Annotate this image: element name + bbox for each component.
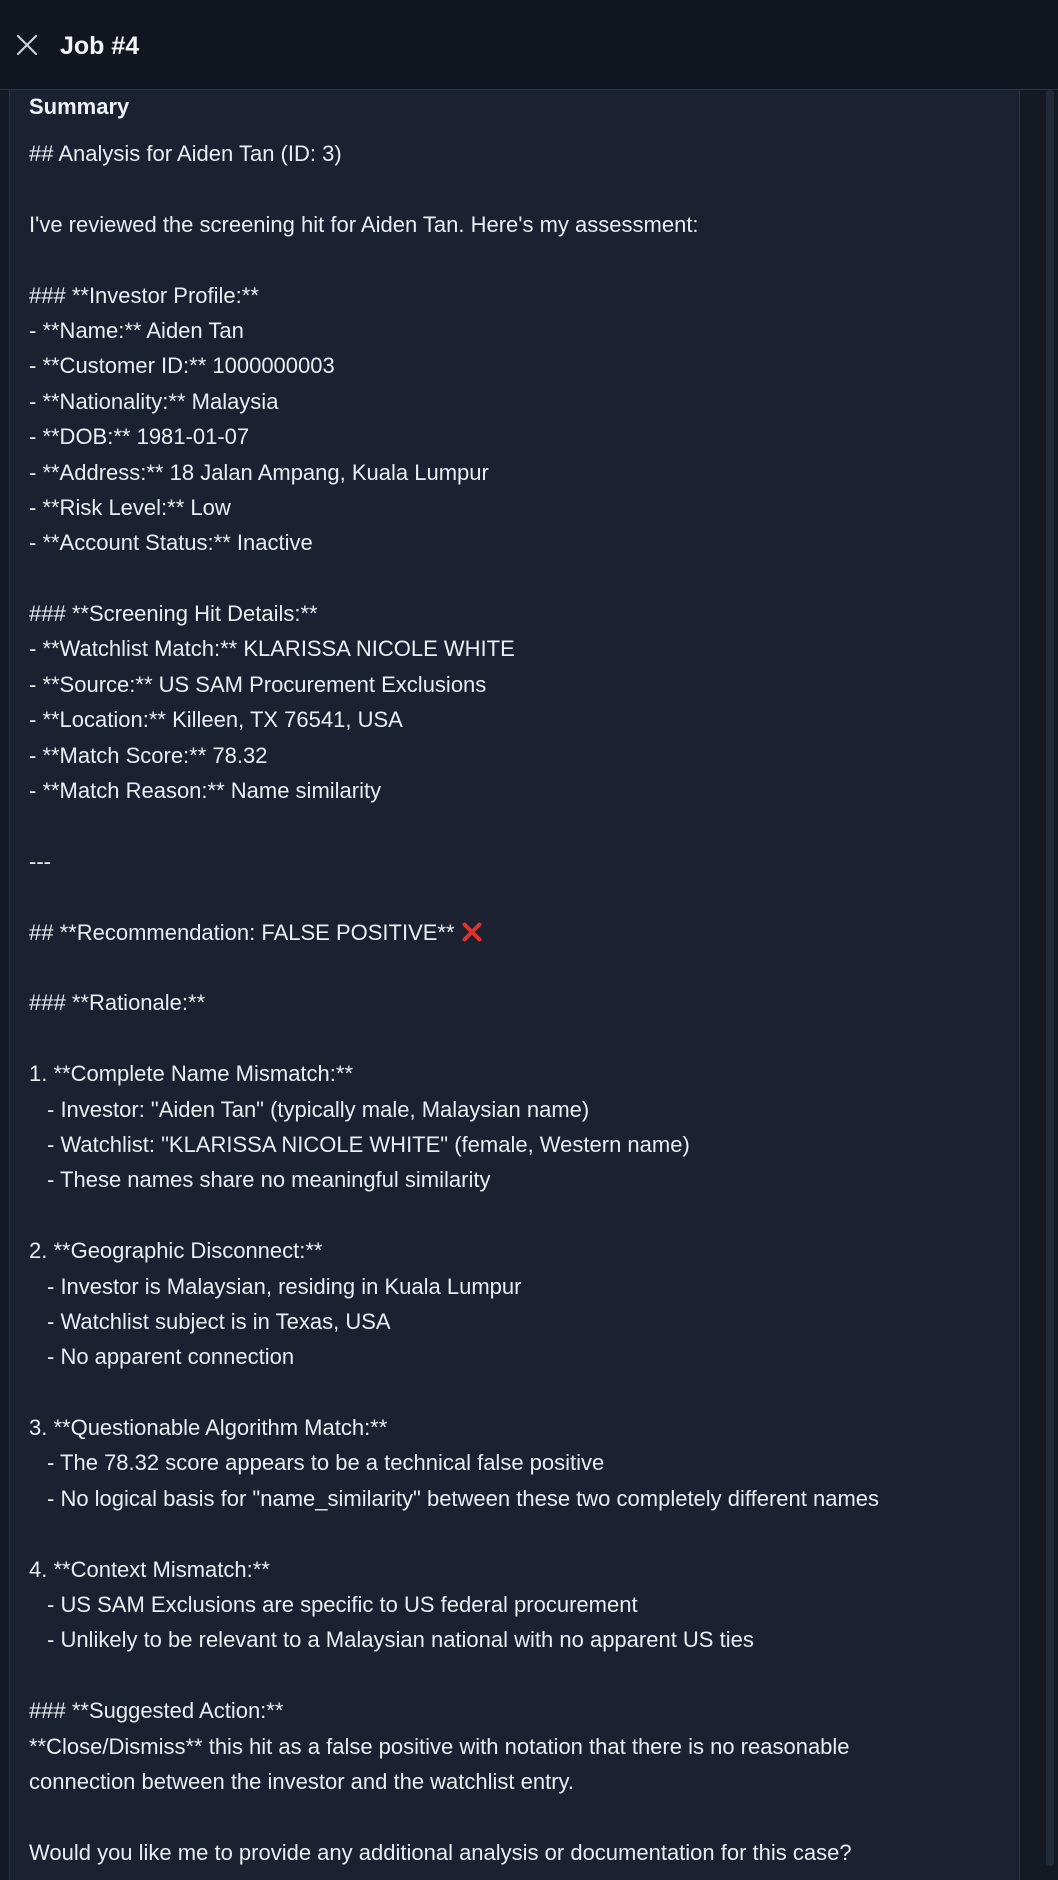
rationale-point-title: 4. **Context Mismatch:**: [29, 1556, 270, 1582]
blank-line: [29, 561, 989, 596]
closing-question: Would you like me to provide any additional analysis or documentation for this case?: [29, 1839, 852, 1865]
hit-item: - **Match Score:** 78.32: [29, 742, 268, 768]
rationale-point-title: 1. **Complete Name Mismatch:**: [29, 1061, 354, 1087]
profile-item: - **Risk Level:** Low: [29, 494, 231, 520]
rationale-point-item: - US SAM Exclusions are specific to US federal procurement: [47, 1592, 638, 1618]
blank-line: [29, 1021, 989, 1056]
close-button[interactable]: [14, 32, 40, 58]
close-icon[interactable]: [14, 32, 40, 58]
action-heading: ### **Suggested Action:**: [29, 1698, 284, 1724]
recommendation-line: [29, 915, 989, 950]
summary-label: Summary: [29, 94, 130, 119]
blank-line: [29, 1799, 989, 1834]
action-text: connection between the investor and the watchlist entry.: [29, 1768, 575, 1794]
rationale-point-title: 3. **Questionable Algorithm Match:**: [29, 1415, 388, 1441]
summary-content: [29, 136, 989, 1870]
dialog-title: Job #4: [60, 32, 140, 60]
cross-mark-icon: [461, 921, 483, 943]
action-text: **Close/Dismiss** this hit as a false positive with notation that there is no reasonable: [29, 1733, 850, 1759]
rationale-point-item: - Watchlist: "KLARISSA NICOLE WHITE" (female, Western name): [47, 1131, 690, 1157]
rationale-point-item: - Investor is Malaysian, residing in Kuala Lumpur: [47, 1273, 522, 1299]
dialog-header: [0, 0, 1058, 90]
profile-item: - **Customer ID:** 1000000003: [29, 353, 335, 379]
rationale-point-item: - Investor: "Aiden Tan" (typically male, Malaysian name): [47, 1096, 590, 1122]
hit-item: - **Watchlist Match:** KLARISSA NICOLE WHITE: [29, 636, 515, 662]
rationale-point-item: - These names share no meaningful similarity: [47, 1167, 491, 1193]
scrollbar-thumb[interactable]: [1046, 90, 1054, 1866]
blank-line: [29, 1375, 989, 1410]
blank-line: [29, 1658, 989, 1693]
blank-line: [29, 808, 989, 843]
blank-line: [29, 950, 989, 985]
blank-line: [29, 1198, 989, 1233]
hit-heading: ### **Screening Hit Details:**: [29, 601, 318, 627]
blank-line: [29, 242, 989, 277]
rationale-heading: ### **Rationale:**: [29, 990, 206, 1016]
blank-line: [29, 1516, 989, 1551]
rationale-point-item: - No logical basis for "name_similarity" between these two completely different names: [47, 1485, 880, 1511]
recommendation-text: ## **Recommendation: FALSE POSITIVE**: [29, 919, 455, 945]
divider-text: ---: [29, 848, 51, 874]
blank-line: [29, 879, 989, 914]
rationale-point-title: 2. **Geographic Disconnect:**: [29, 1238, 323, 1264]
hit-item: - **Source:** US SAM Procurement Exclusions: [29, 671, 487, 697]
intro-text: I've reviewed the screening hit for Aiden Tan. Here's my assessment:: [29, 211, 699, 237]
profile-item: - **Name:** Aiden Tan: [29, 317, 244, 343]
hit-item: - **Location:** Killeen, TX 76541, USA: [29, 707, 403, 733]
hit-item: - **Match Reason:** Name similarity: [29, 778, 382, 804]
rationale-point-item: - The 78.32 score appears to be a technical false positive: [47, 1450, 605, 1476]
profile-item: - **Nationality:** Malaysia: [29, 388, 279, 414]
blank-line: [29, 171, 989, 206]
rationale-point-item: - Unlikely to be relevant to a Malaysian national with no apparent US ties: [47, 1627, 754, 1653]
profile-heading: ### **Investor Profile:**: [29, 282, 259, 308]
analysis-heading: ## Analysis for Aiden Tan (ID: 3): [29, 141, 342, 166]
rationale-point-item: - No apparent connection: [47, 1344, 295, 1370]
profile-item: - **DOB:** 1981-01-07: [29, 424, 250, 450]
profile-item: - **Account Status:** Inactive: [29, 530, 313, 556]
profile-item: - **Address:** 18 Jalan Ampang, Kuala Lumpur: [29, 459, 489, 485]
rationale-point-item: - Watchlist subject is in Texas, USA: [47, 1308, 391, 1334]
